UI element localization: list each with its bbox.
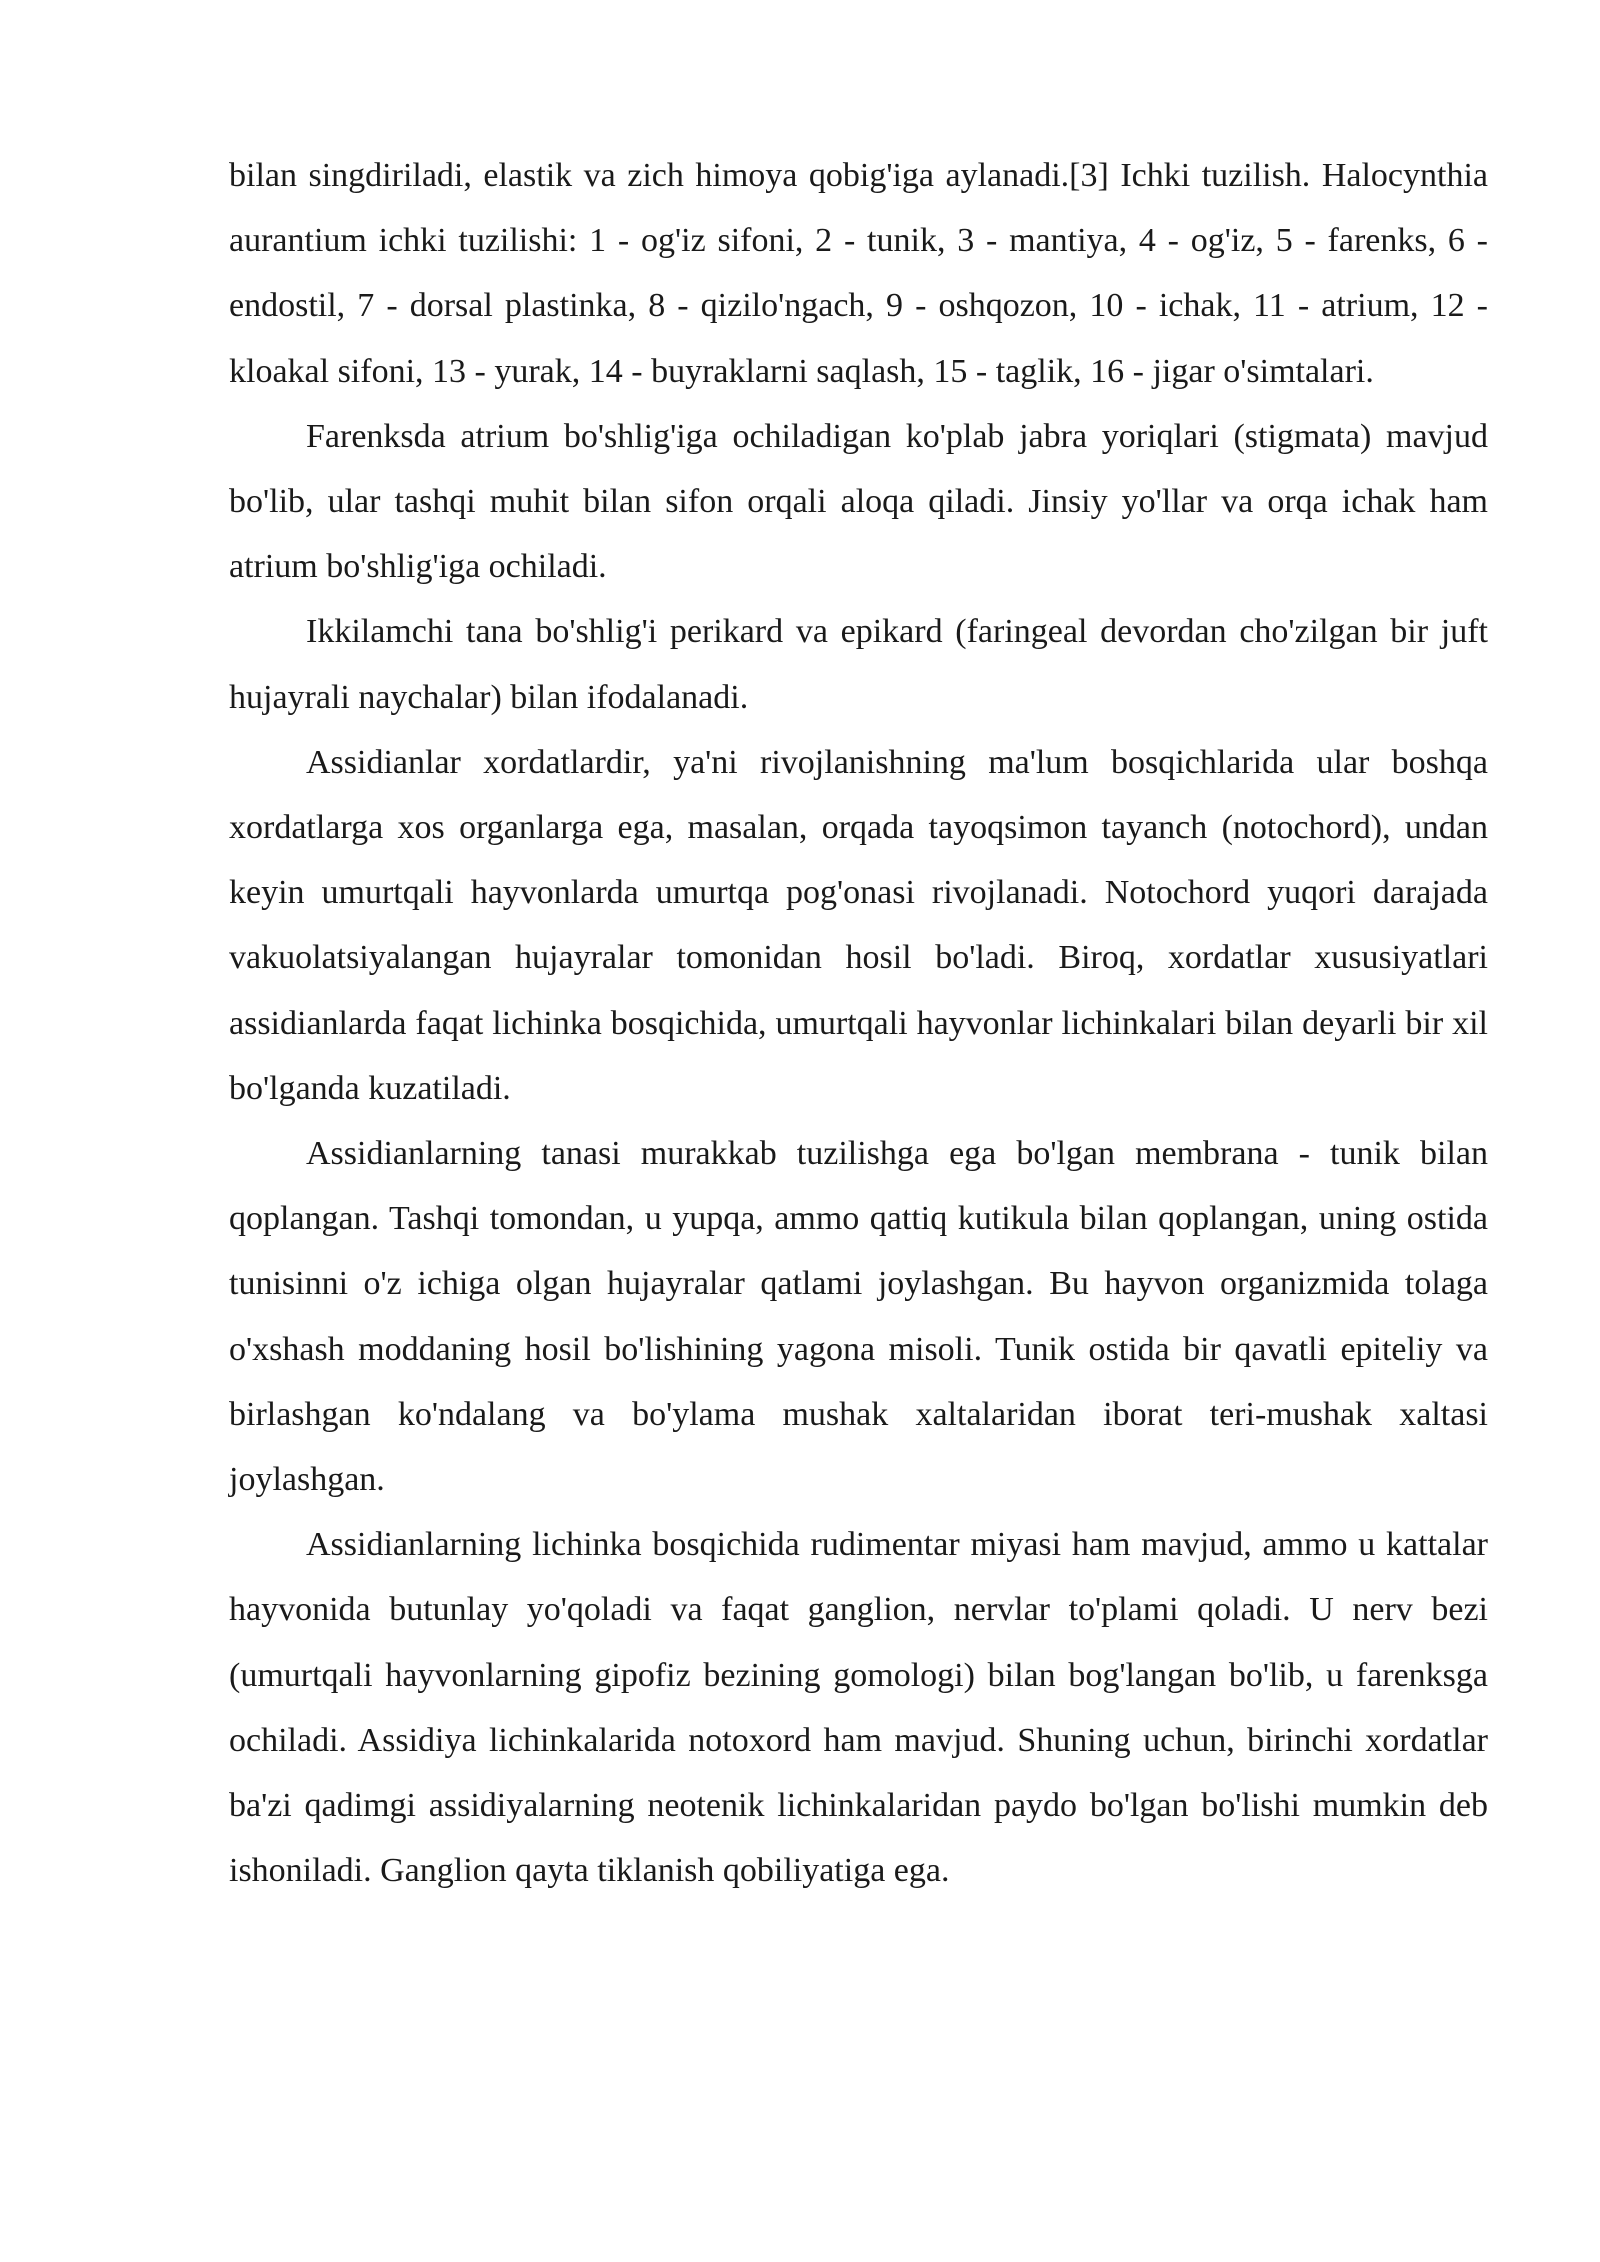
paragraph-continuation: bilan singdiriladi, elastik va zich himoya qobig'iga aylanadi.[3] Ichki tuzilish. Halocynthia aurantium ichki tuzilishi: 1 - og'iz sifoni, 2 - tunik, 3 - mantiya, 4 - og'iz, 5 - farenks, 6 - endostil, 7 - dorsal plastinka, 8 - qizilo'ngach, 9 - oshqozon, 10 - ichak, 11 - atrium, 12 - kloakal sifoni, 13 - yurak, 14 - buyraklarni saqlash, 15 - taglik, 16 - jigar o'simtalari. (229, 157, 1488, 390)
paragraph: Assidianlarning lichinka bosqichida rudimentar miyasi ham mavjud, ammo u kattalar hayvonida butunlay yo'qoladi va faqat ganglion, nervlar to'plami qoladi. U nerv bezi (umurtqali hayvonlarning gipofiz bezining gomologi) bilan bog'langan bo'lib, u farenksga ochiladi. Assidiya lichinkalarida notoxord ham mavjud. Shuning uchun, birinchi xordatlar ba'zi qadimgi assidiyalarning neotenik lichinkalaridan paydo bo'lgan bo'lishi mumkin deb ishoniladi. Ganglion qayta tiklanish qobiliyatiga ega. (229, 1526, 1488, 1890)
paragraph: Assidianlar xordatlardir, ya'ni rivojlanishning ma'lum bosqichlarida ular boshqa xordatlarga xos organlarga ega, masalan, orqada tayoqsimon tayanch (notochord), undan keyin umurtqali hayvonlarda umurtqa pog'onasi rivojlanadi. Notochord yuqori darajada vakuolatsiyalangan hujayralar tomonidan hosil bo'ladi. Biroq, xordatlar xususiyatlari assidianlarda faqat lichinka bosqichida, umurtqali hayvonlar lichinkalari bilan deyarli bir xil bo'lganda kuzatiladi. (229, 743, 1488, 1107)
paragraph: Farenksda atrium bo'shlig'iga ochiladigan ko'plab jabra yoriqlari (stigmata) mavjud bo'lib, ular tashqi muhit bilan sifon orqali aloqa qiladi. Jinsiy yo'llar va orqa ichak ham atrium bo'shlig'iga ochiladi. (229, 417, 1488, 586)
paragraph: Assidianlarning tanasi murakkab tuzilishga ega bo'lgan membrana - tunik bilan qoplangan. Tashqi tomondan, u yupqa, ammo qattiq kutikula bilan qoplangan, uning ostida tunisinni o'z ichiga olgan hujayralar qatlami joylashgan. Bu hayvon organizmida tolaga o'xshash moddaning hosil bo'lishining yagona misoli. Tunik ostida bir qavatli epiteliy va birlashgan ko'ndalang va bo'ylama mushak xaltalaridan iborat teri-mushak xaltasi joylashgan. (229, 1135, 1488, 1499)
document-body (229, 143, 1488, 1903)
paragraph: Ikkilamchi tana bo'shlig'i perikard va epikard (faringeal devordan cho'zilgan bir juft hujayrali naychalar) bilan ifodalanadi. (229, 613, 1488, 716)
